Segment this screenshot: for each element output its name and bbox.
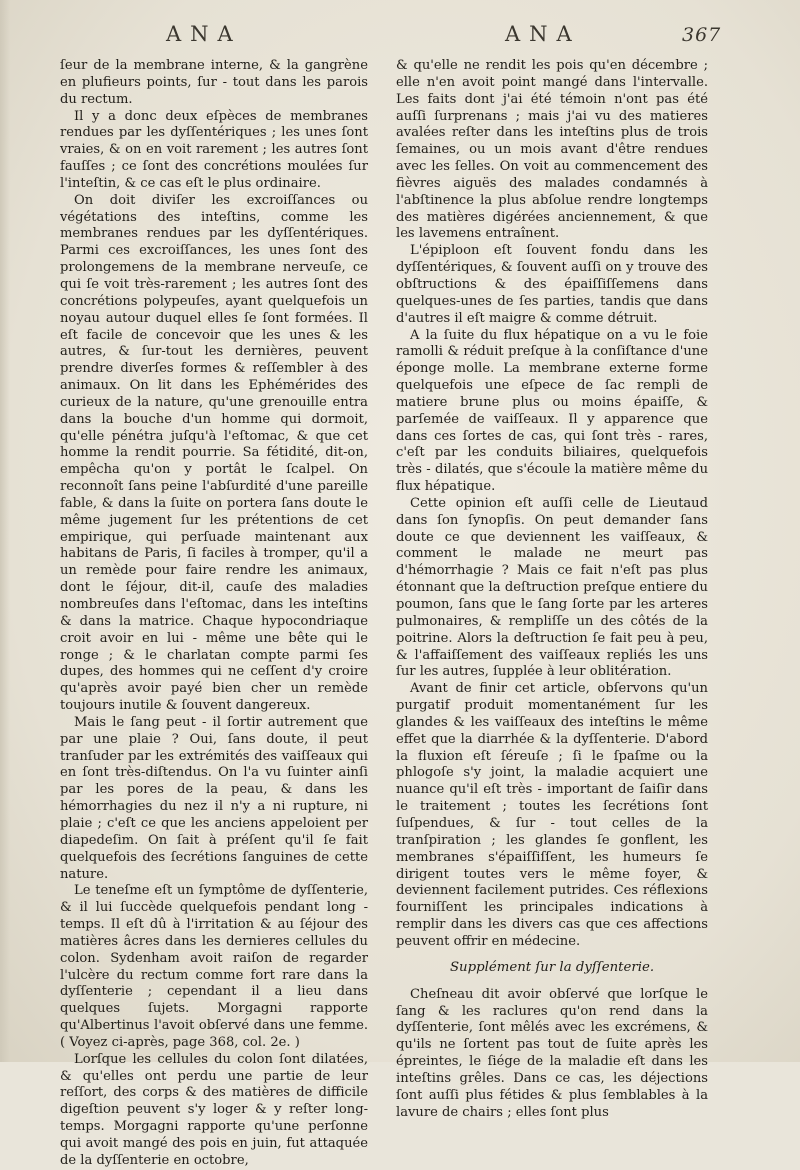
- left-paragraph-2: Il y a donc deux eſpèces de membranes rendues par les dyſſentériques ; les unes ſont vraies, & on en voit rarement ; les autres ſont fauſſes ; ce ſont des concrétions moulées ſur l'inteſtin, & ce cas eſt le plus ordinaire.: [60, 108, 368, 191]
- section-title: Supplément ſur la dyſſenterie.: [449, 959, 655, 975]
- right-running-head: ANA: [505, 22, 581, 46]
- left-paragraph-5: Le teneſme eſt un ſymptôme de dyſſenterie, & il lui ſuccède quelquefois pendant long - temps. Il eſt dû à l'irritation & au ſéjour des matières âcres dans les dernieres cellules du colon. Sydenham avoit raiſon de regarder l'ulcère du rectum comme fort rare dans la dyſſenterie ; cependant il a lieu dans quelques ſujets. Morgagni rapporte qu'Albertinus l'avoit obſervé dans une femme. ( Voyez ci-après, page 368, col. 2e. ): [60, 883, 368, 1050]
- right-paragraph-2: L'épiploon eſt ſouvent fondu dans les dyſſentériques, & ſouvent auſſi on y trouve des obſtructions & des épaiſſiſſemens dans quelques-unes de ſes parties, tandis que dans d'autres il eſt maigre & comme détruit.: [396, 243, 708, 326]
- left-column: [60, 58, 368, 1170]
- right-paragraph-3: A la ſuite du flux hépatique on a vu le foie ramolli & réduit preſque à la conſiſtance d'une éponge molle. La membrane externe forme quelquefois une eſpece de ſac rempli de matiere brune plus ou moins épaiſſe, & parſemée de vaiſſeaux. Il y apparence que dans ces ſortes de cas, qui ſont très - rares, c'eſt par les conduits biliaires, quelquefois très - dilatés, que s'écoule la matière même du flux hépatique.: [396, 327, 708, 495]
- left-paragraph-4: Mais le ſang peut - il ſortir autrement que par une plaie ? Oui, ſans doute, il peut tranſuder par les extrémités des vaiſſeaux qui en ſont très-diſtendus. On l'a vu ſuinter ainſi par les pores de la peau, & dans les hémorrhagies du nez il n'y a ni rupture, ni plaie ; c'eſt ce que les anciens appeloient per diapedeſim. On ſait à préſent qu'il ſe fait quelquefois des ſecrétions ſanguines de cette nature.: [60, 714, 368, 882]
- left-paragraph-6: Lorſque les cellules du colon ſont dilatées, & qu'elles ont perdu une partie de leur reſſort, des corps & des matières de difficile digeſtion peuvent s'y loger & y reſter long-temps. Morgagni rapporte qu'une perſonne qui avoit mangé des pois en juin, fut attaquée de la dyſſenterie en octobre,: [60, 1051, 368, 1168]
- section-paragraph-1: Cheſneau dit avoir obſervé que lorſque le ſang & les raclures qu'on rend dans la dyſſenterie, ſont mêlés avec les excrémens, & qu'ils ne ſortent pas tout de ſuite après les épreintes, le ſiége de la maladie eſt dans les inteſtins grêles. Dans ce cas, les déjections ſont auſſi plus fétides & plus ſemblables à la lavure de chairs ; elles ſont plus: [396, 986, 708, 1120]
- right-paragraph-1: & qu'elle ne rendit les pois qu'en décembre ; elle n'en avoit point mangé dans l'intervalle. Les faits dont j'ai été témoin n'ont pas été auſſi ſurprenans ; mais j'ai vu des matieres avalées reſter dans les inteſtins plus de trois ſemaines, ou un mois avant d'être rendues avec les ſelles. On voit au commencement des fièvres aiguës des malades condamnés à l'abſtinence la plus abſolue rendre longtemps des matières digérées anciennement, & que les lavemens entraînent.: [396, 58, 708, 242]
- left-paragraph-3: On doit diviſer les excroiſſances ou végétations des inteſtins, comme les membranes rendues par les dyſſentériques. Parmi ces excroiſſances, les unes ſont des prolongemens de la membrane nerveuſe, ce qui ſe voit très-rarement ; les autres ſont des concrétions polypeuſes, ayant quelquefois un noyau autour duquel elles ſe ſont formées. Il eſt facile de concevoir que les unes & les autres, & ſur-tout les dernières, peuvent prendre diverſes formes & reſſembler à des animaux. On lit dans les Ephémérides des curieux de la nature, qu'une grenouille entra dans la bouche d'un homme qui dormoit, qu'elle pénétra juſqu'à l'eſtomac, & que cet homme la rendit pourrie. Sa fétidité, dit-on, empêcha qu'on y portât le ſcalpel. On reconnoît ſans peine l'abſurdité d'une pareille fable, & dans la ſuite on portera ſans doute le même jugement ſur les prétentions de cet empirique, qui perſuade maintenant aux habitans de Paris, ſi faciles à tromper, qu'il a un remède pour faire rendre les animaux, dont le ſéjour, dit-il, cauſe des maladies nombreuſes dans l'eſtomac, dans les inteſtins & dans la matrice. Chaque hypocondriaque croit avoir en lui - même une bête qui le ronge ; & le charlatan compte parmi ſes dupes, des hommes qui ne ceſſent d'y croire qu'après avoir payé bien cher un remède toujours inutile & ſouvent dangereux.: [60, 192, 368, 714]
- right-paragraph-5: Avant de finir cet article, obſervons qu'un purgatif produit momentanément ſur les glandes & les vaiſſeaux des inteſtins le même effet que la diarrhée & la dyſſenterie. D'abord la fluxion eſt ſéreuſe ; ſi le ſpaſme ou la phlogoſe s'y joint, la maladie acquiert une nuance qu'il eſt très - important de ſaiſir dans le traitement ; toutes les ſecrétions ſont ſuſpendues, & ſur - tout celles de la tranſpiration ; les glandes ſe gonflent, les membranes s'épaiſſiſſent, les humeurs ſe dirigent toutes vers le même foyer, & deviennent facilement putrides. Ces réflexions fourniſſent les principales indications à remplir dans les divers cas que ces affections peuvent offrir en médecine.: [396, 681, 708, 949]
- left-running-head: ANA: [166, 22, 242, 46]
- left-paragraph-1: ſeur de la membrane interne, & la gangrène en plufieurs points, ſur - tout dans les parois du rectum.: [60, 58, 368, 107]
- page-edge-shadow: [0, 0, 10, 1062]
- running-header: [0, 22, 800, 52]
- right-column: [396, 58, 708, 1121]
- page-number: 367: [682, 24, 722, 46]
- right-paragraph-4: Cette opinion eſt auſſi celle de Lieutaud dans ſon ſynopſis. On peut demander ſans doute ce que deviennent les vaiſſeaux, & comment le malade ne meurt pas d'hémorrhagie ? Mais ce fait n'eſt pas plus étonnant que la deſtruction preſque entiere du poumon, ſans que le ſang ſorte par les arteres pulmonaires, & rempliſſe un des côtés de la poitrine. Alors la deſtruction ſe fait peu à peu, & l'affaiſſement des vaiſſeaux repliés les uns ſur les autres, ſupplée à leur oblitération.: [396, 495, 708, 680]
